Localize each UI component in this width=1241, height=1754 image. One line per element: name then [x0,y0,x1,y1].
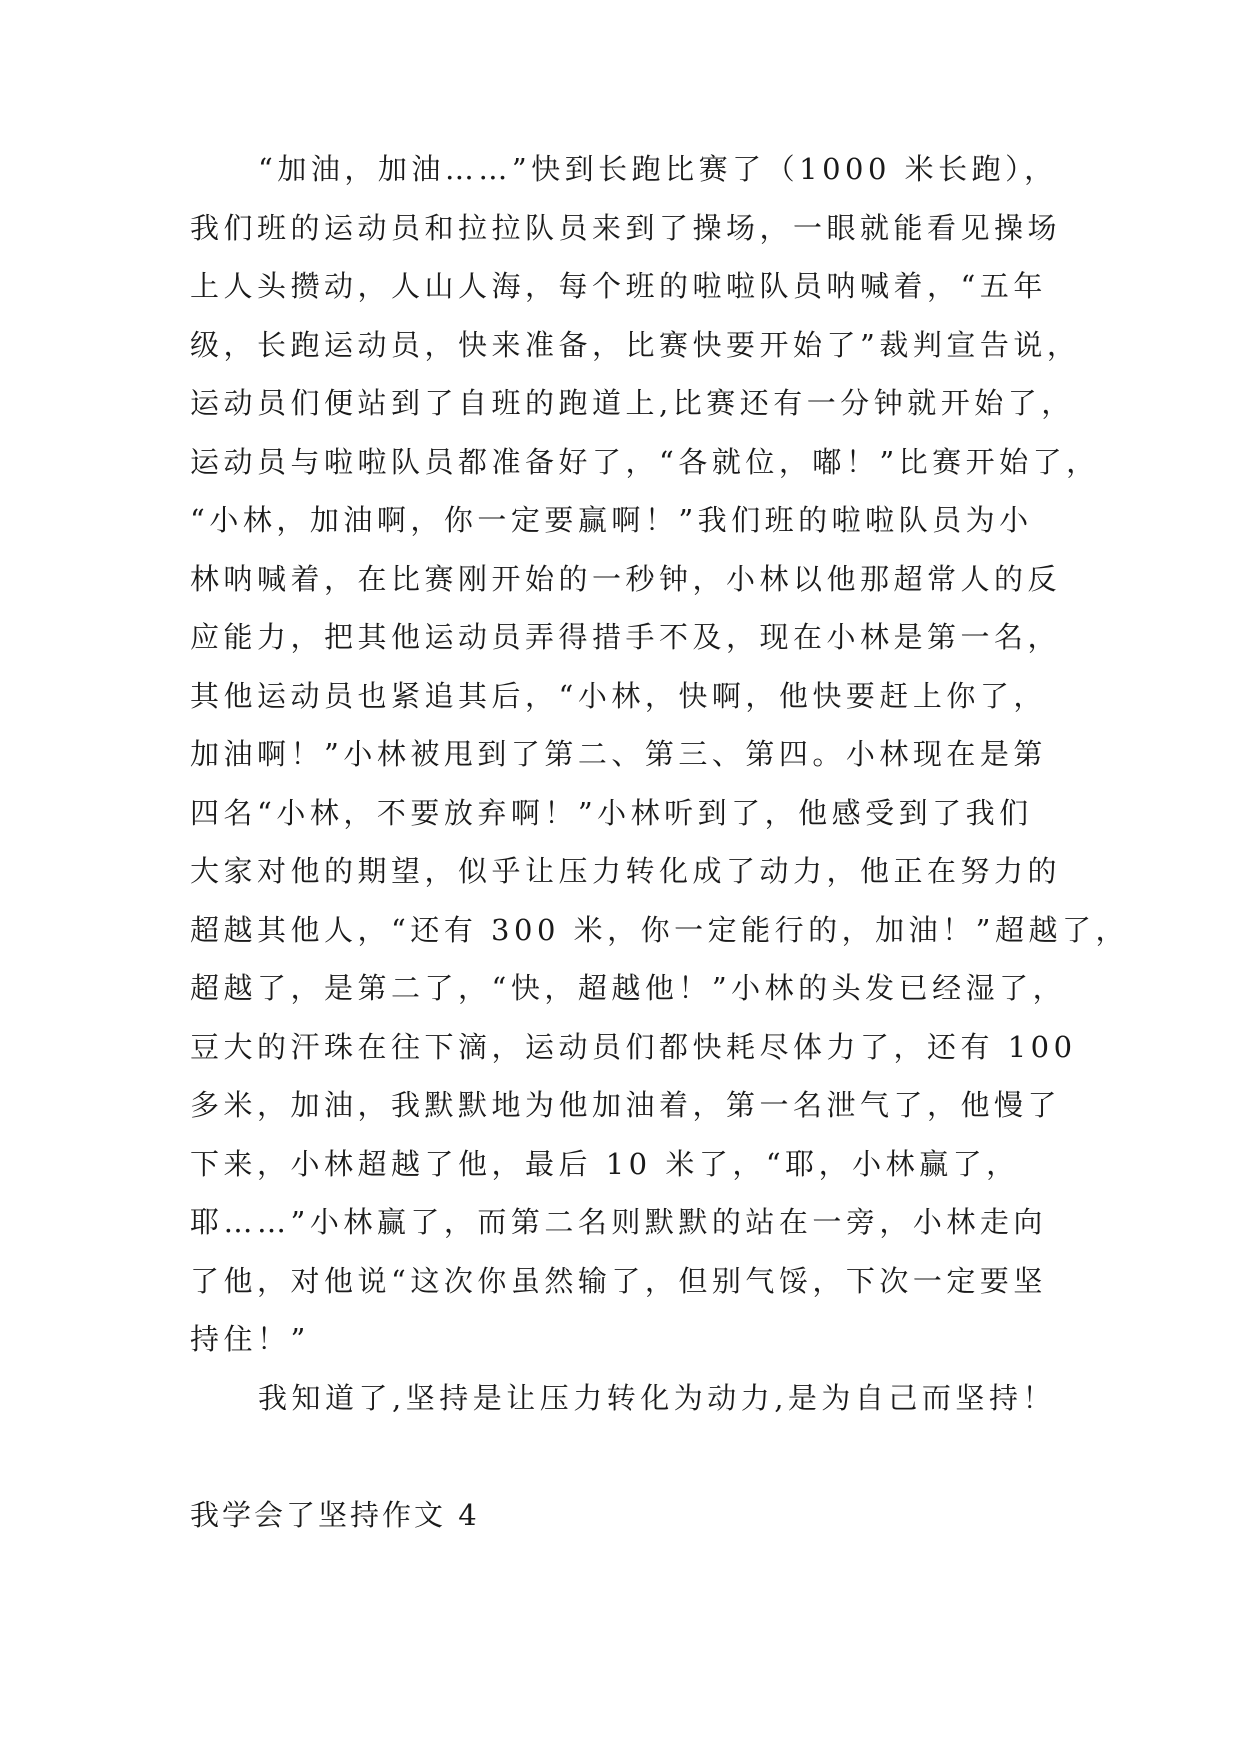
paragraph-line: 豆大的汗珠在往下滴，运动员们都快耗尽体力了，还有 100 [190,1029,1077,1064]
paragraph-line: 四名“小林，不要放弃啊！”小林听到了，他感受到了我们 [190,795,1033,830]
document-page [190,140,1129,1544]
story-paragraph [190,140,1129,1369]
section-heading: 我学会了坚持作文 4 [190,1497,480,1532]
conclusion-paragraph [190,1369,1060,1428]
paragraph-line: 持住！” [190,1322,310,1356]
paragraph-line: 我们班的运动员和拉拉队员来到了操场，一眼就能看见操场 [190,210,1062,245]
paragraph-line: 我知道了,坚持是让压力转化为动力,是为自己而坚持！ [258,1380,1056,1415]
paragraph-line: “小林，加油啊，你一定要赢啊！”我们班的啦啦队员为小 [190,503,1033,537]
paragraph-line: 运动员与啦啦队员都准备好了，“各就位，嘟！”比赛开始了， [190,444,1100,479]
paragraph-line: 多米，加油，我默默地为他加油着，第一名泄气了，他慢了 [190,1088,1062,1122]
paragraph-line: 级，长跑运动员，快来准备，比赛快要开始了”裁判宣告说， [190,327,1081,362]
paragraph-line: 加油啊！”小林被甩到了第二、第三、第四。小林现在是第 [190,737,1047,771]
paragraph-line: 超越其他人，“还有 300 米，你一定能行的，加油！”超越了， [190,912,1129,947]
paragraph-line: 其他运动员也紧追其后，“小林，快啊，他快要赶上你了， [190,678,1047,713]
paragraph-line: 耶……”小林赢了，而第二名则默默的站在一旁，小林走向 [190,1205,1047,1239]
paragraph-line: 应能力，把其他运动员弄得措手不及，现在小林是第一名， [190,620,1062,654]
spacer [190,1427,1060,1486]
paragraph-line: 林呐喊着，在比赛刚开始的一秒钟，小林以他那超常人的反 [190,561,1062,596]
paragraph-line: 上人头攒动，人山人海，每个班的啦啦队员呐喊着，“五年 [190,269,1047,303]
paragraph-line: 下来，小林超越了他，最后 10 米了，“耶，小林赢了， [190,1146,1020,1181]
paragraph-line: 超越了，是第二了，“快，超越他！”小林的头发已经湿了， [190,971,1067,1005]
paragraph-line: “加油，加油……”快到长跑比赛了（1000 米长跑）， [258,152,1058,186]
paragraph-line: 运动员们便站到了自班的跑道上,比赛还有一分钟就开始了， [190,386,1075,420]
paragraph-line: 大家对他的期望，似乎让压力转化成了动力，他正在努力的 [190,854,1062,888]
paragraph-line: 了他，对他说“这次你虽然输了，但别气馁，下次一定要坚 [190,1263,1047,1298]
